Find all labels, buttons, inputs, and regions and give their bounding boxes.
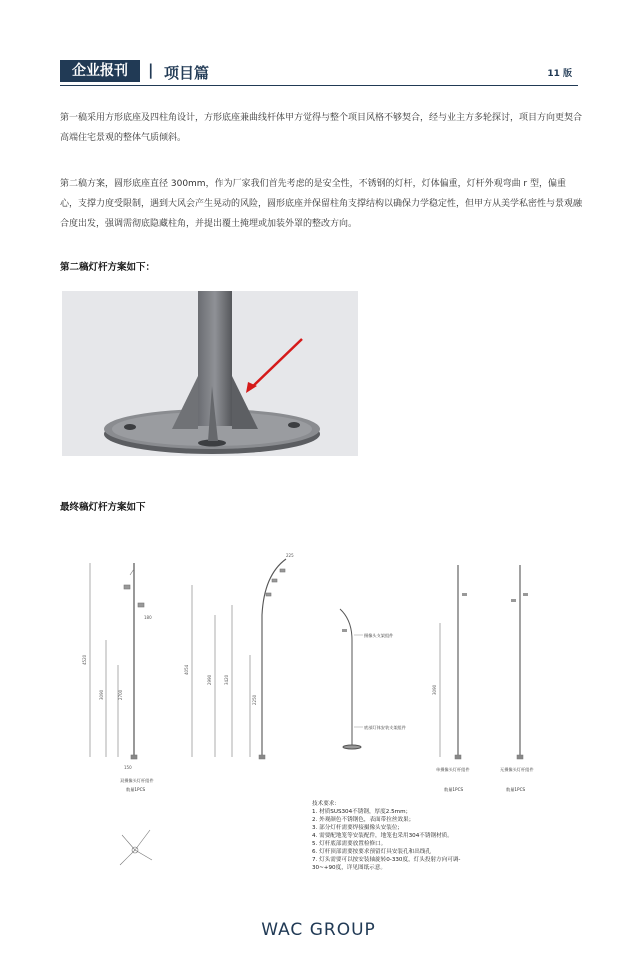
dim-2250: 2250 xyxy=(252,694,257,705)
qty-2: 数量1PCS xyxy=(444,787,464,792)
qty-3: 数量1PCS xyxy=(506,787,526,792)
paragraph-2: 第二稿方案，圆形底座直径 300mm，作为厂家我们首先考虑的是安全性，不锈钢的灯杆，灯体偏重，灯杆外观弯曲 r 型，偏重心，支撑力度受限制，遇到大风会产生晃动的风险，圆形底座并保留柱角支撑结构以确保力学稳定性，但甲方从美学私密性与景观融合度出发，强调需彻底隐藏柱角，并提出覆土掩埋或加装外罩的整改方向。 xyxy=(60,179,583,229)
caption-single-camera: 单摄像头灯杆组件 xyxy=(436,767,470,772)
heading-second-draft: 第二稿灯杆方案如下： xyxy=(60,262,156,273)
page-number: 11 版 xyxy=(547,69,572,79)
tech-item: 30~+90度，详见图纸示意。 xyxy=(312,865,386,871)
label-camera-bracket: 摄像头支架组件 xyxy=(364,633,394,638)
header-rule xyxy=(60,85,578,86)
dim-right-3090: 3090 xyxy=(432,684,437,695)
tech-item: 2. 外观颜色不锈钢色，表面带拉丝效果； xyxy=(312,817,415,823)
dim-4520: 4520 xyxy=(82,654,87,665)
footer-logo: WAC GROUP xyxy=(261,920,376,940)
qty-1: 数量1PCS xyxy=(126,787,146,792)
dim-225: 225 xyxy=(286,553,294,558)
dim-3420: 3420 xyxy=(224,674,229,685)
tech-item: 1. 材质SUS304不锈钢，厚度2.5mm； xyxy=(312,809,412,815)
brand-title: 企业报刊 xyxy=(60,60,140,82)
dim-180: 180 xyxy=(144,615,152,620)
tech-item: 5. 灯杆底部需要放置检修口。 xyxy=(312,841,387,847)
tech-item: 3. 部分灯杆需要焊接摄像头安装位； xyxy=(312,825,404,831)
lamp-base-render xyxy=(62,291,358,456)
tech-requirements xyxy=(312,800,532,872)
dim-2700: 2700 xyxy=(118,689,123,700)
dim-2990: 2990 xyxy=(207,674,212,685)
dim-3090: 3090 xyxy=(99,689,104,700)
section-title: 项目篇 xyxy=(164,64,210,82)
tech-item: 7. 灯头需要可以按安装轴旋转0-330度，灯头投射方向可调- xyxy=(312,857,461,863)
dim-4054: 4054 xyxy=(184,664,189,675)
caption-no-camera: 无摄像头灯杆组件 xyxy=(500,767,534,772)
paragraph-1: 第一稿采用方形底座及四柱角设计，方形底座兼曲线杆体甲方觉得与整个项目风格不够契合，经与业主方多轮探讨，项目方向更契合高端住宅景观的整体气质倾斜。 xyxy=(60,113,583,143)
caption-double-camera: 双摄像头灯杆组件 xyxy=(120,778,154,783)
page-header xyxy=(60,60,578,84)
dim-150: 150 xyxy=(124,765,132,770)
label-base-bracket: 底部灯体安装支架组件 xyxy=(364,725,406,730)
tech-title: 技术要求： xyxy=(312,801,340,807)
tech-item: 6. 灯杆顶部需要按要求预留灯具安装孔和出线孔 xyxy=(312,849,431,855)
header-separator: | xyxy=(148,61,154,79)
tech-item: 4. 需要配地笼等安装配件，地笼也采用304不锈钢材质。 xyxy=(312,833,453,839)
heading-final-draft: 最终稿灯杆方案如下 xyxy=(60,502,146,513)
